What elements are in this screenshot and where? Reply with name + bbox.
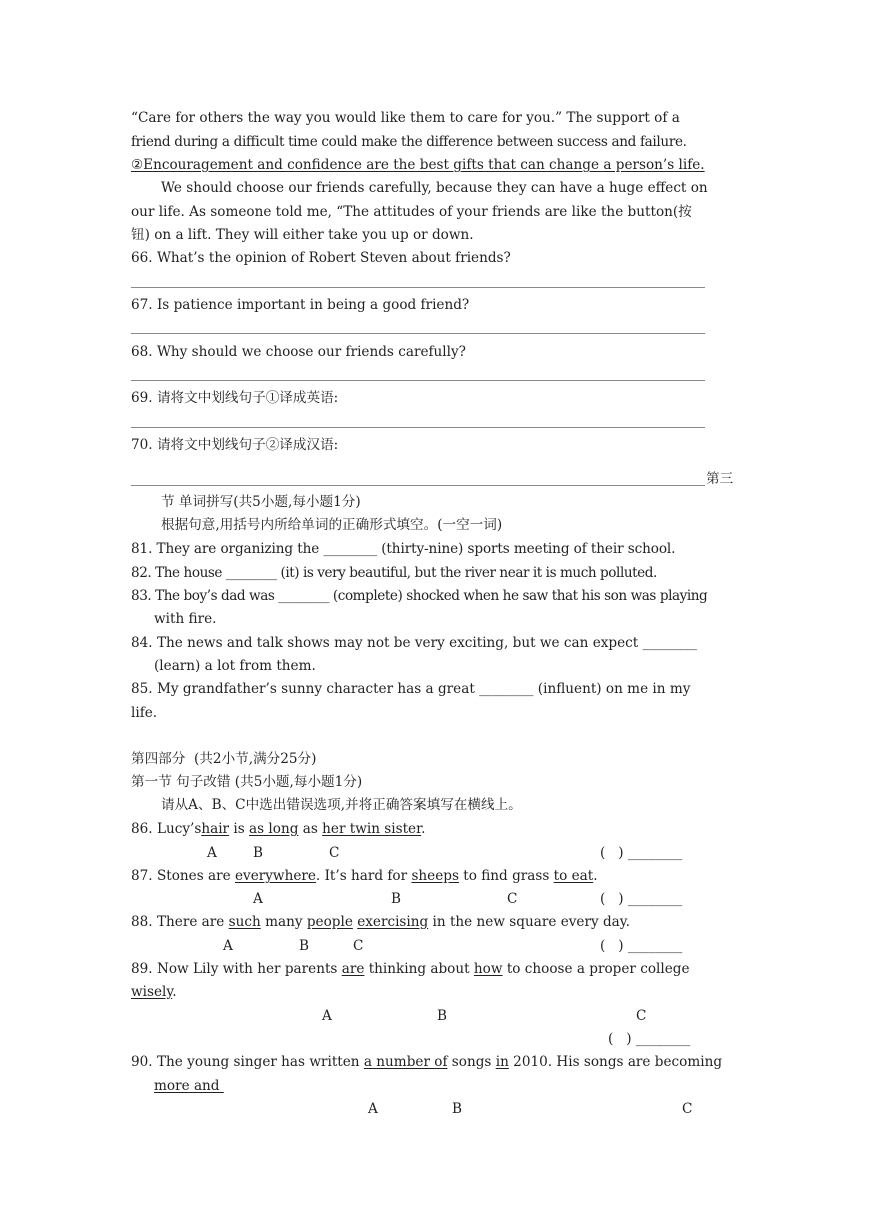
question-84-cont: (learn) a lot from them. (154, 658, 316, 674)
question-69: 69. 请将文中划线句子①译成英语: (131, 390, 339, 406)
option-letters: A B C (368, 1101, 693, 1117)
option-b: people (306, 914, 353, 930)
section3-heading: 节 单词拼写(共5小题,每小题1分) (161, 494, 361, 510)
answer-line-67[interactable] (131, 333, 705, 334)
option-letters: A B C (322, 1008, 647, 1024)
option-letters: A B C ( ) ________ (253, 891, 683, 907)
answer-box[interactable]: ( ) ________ (608, 1031, 691, 1047)
answer-row (0, 1030, 869, 1048)
option-b: how (473, 961, 503, 977)
question-68: 68. Why should we choose our friends carefully? (131, 344, 466, 360)
question-66: 66. What’s the opinion of Robert Steven about friends? (131, 250, 511, 266)
question-84: 84. The news and talk shows may not be very exciting, but we can expect ________ (131, 635, 697, 651)
answer-line-68[interactable] (131, 380, 705, 381)
answer-line-70[interactable] (131, 485, 705, 486)
option-c: to eat (553, 868, 594, 884)
option-a: are (341, 961, 365, 977)
section3-instruction: 根据句意,用括号内所给单词的正确形式填空。(一空一词) (161, 517, 503, 533)
option-b: as long (249, 821, 299, 837)
question-70: 70. 请将文中划线句子②译成汉语: (131, 437, 339, 453)
option-a: a number of (363, 1054, 448, 1070)
option-c: wisely (131, 984, 173, 1000)
question-89: 89. Now Lily with her parents are thinking about how to choose a proper college (131, 961, 690, 977)
option-c: more and (154, 1078, 224, 1094)
question-83: 83. The boy’s dad was ________ (complete) shocked when he saw that his son was playing (131, 588, 708, 604)
question-67: 67. Is patience important in being a good friend? (131, 297, 470, 313)
option-c: her twin sister (322, 821, 422, 837)
question-83-cont: with fire. (154, 611, 217, 627)
part4-title: 第四部分 (共2小节,满分25分) (131, 751, 317, 767)
question-90-cont (154, 1077, 224, 1095)
answer-box[interactable]: ( ) ________ (600, 891, 683, 907)
option-b: in (495, 1054, 509, 1070)
option-a: hair (201, 821, 230, 837)
passage-line: friend during a difficult time could make the difference between success and failure. (131, 134, 687, 150)
answer-box[interactable]: ( ) ________ (600, 845, 683, 861)
option-b: sheeps (411, 868, 459, 884)
question-88: 88. There are such many people exercising in the new square every day. (131, 914, 630, 930)
option-c: exercising (357, 914, 429, 930)
section3-heading-start: 第三 (706, 471, 734, 487)
option-letters: A B C ( ) ________ (223, 938, 683, 954)
option-letters: A B C ( ) ________ (207, 845, 683, 861)
question-85-cont: life. (131, 705, 158, 721)
passage-line: our life. As someone told me, “The attitudes of your friends are like the button(按 (131, 204, 692, 220)
passage-line: “Care for others the way you would like them to care for you.” The support of a (131, 110, 680, 126)
answer-box[interactable]: ( ) ________ (600, 938, 683, 954)
passage-line: 钮) on a lift. They will either take you up or down. (131, 227, 474, 243)
part4-section1: 第一节 句子改错 (共5小题,每小题1分) (131, 774, 363, 790)
answer-line-66[interactable] (131, 287, 705, 288)
question-82: 82. The house ________ (it) is very beautiful, but the river near it is much polluted. (131, 565, 657, 581)
underlined-sentence-2: ②Encouragement and confidence are the best gifts that can change a person’s life. (131, 157, 705, 173)
answer-line-69[interactable] (131, 427, 705, 428)
question-81: 81. They are organizing the ________ (thirty-nine) sports meeting of their school. (131, 541, 676, 557)
question-89-cont: wisely. (131, 984, 177, 1000)
passage-line: We should choose our friends carefully, because they can have a huge effect on (161, 180, 708, 196)
question-86: 86. Lucy’shair is as long as her twin sister. (131, 821, 426, 837)
question-87: 87. Stones are everywhere. It’s hard for sheeps to find grass to eat. (131, 868, 598, 884)
question-85: 85. My grandfather’s sunny character has a great ________ (influent) on me in my (131, 681, 691, 697)
option-a: everywhere (234, 868, 316, 884)
option-a: such (228, 914, 261, 930)
question-90: 90. The young singer has written a number of songs in 2010. His songs are becoming (131, 1054, 723, 1070)
part4-instruction: 请从A、B、C中选出错误选项,并将正确答案填写在横线上。 (161, 797, 522, 813)
